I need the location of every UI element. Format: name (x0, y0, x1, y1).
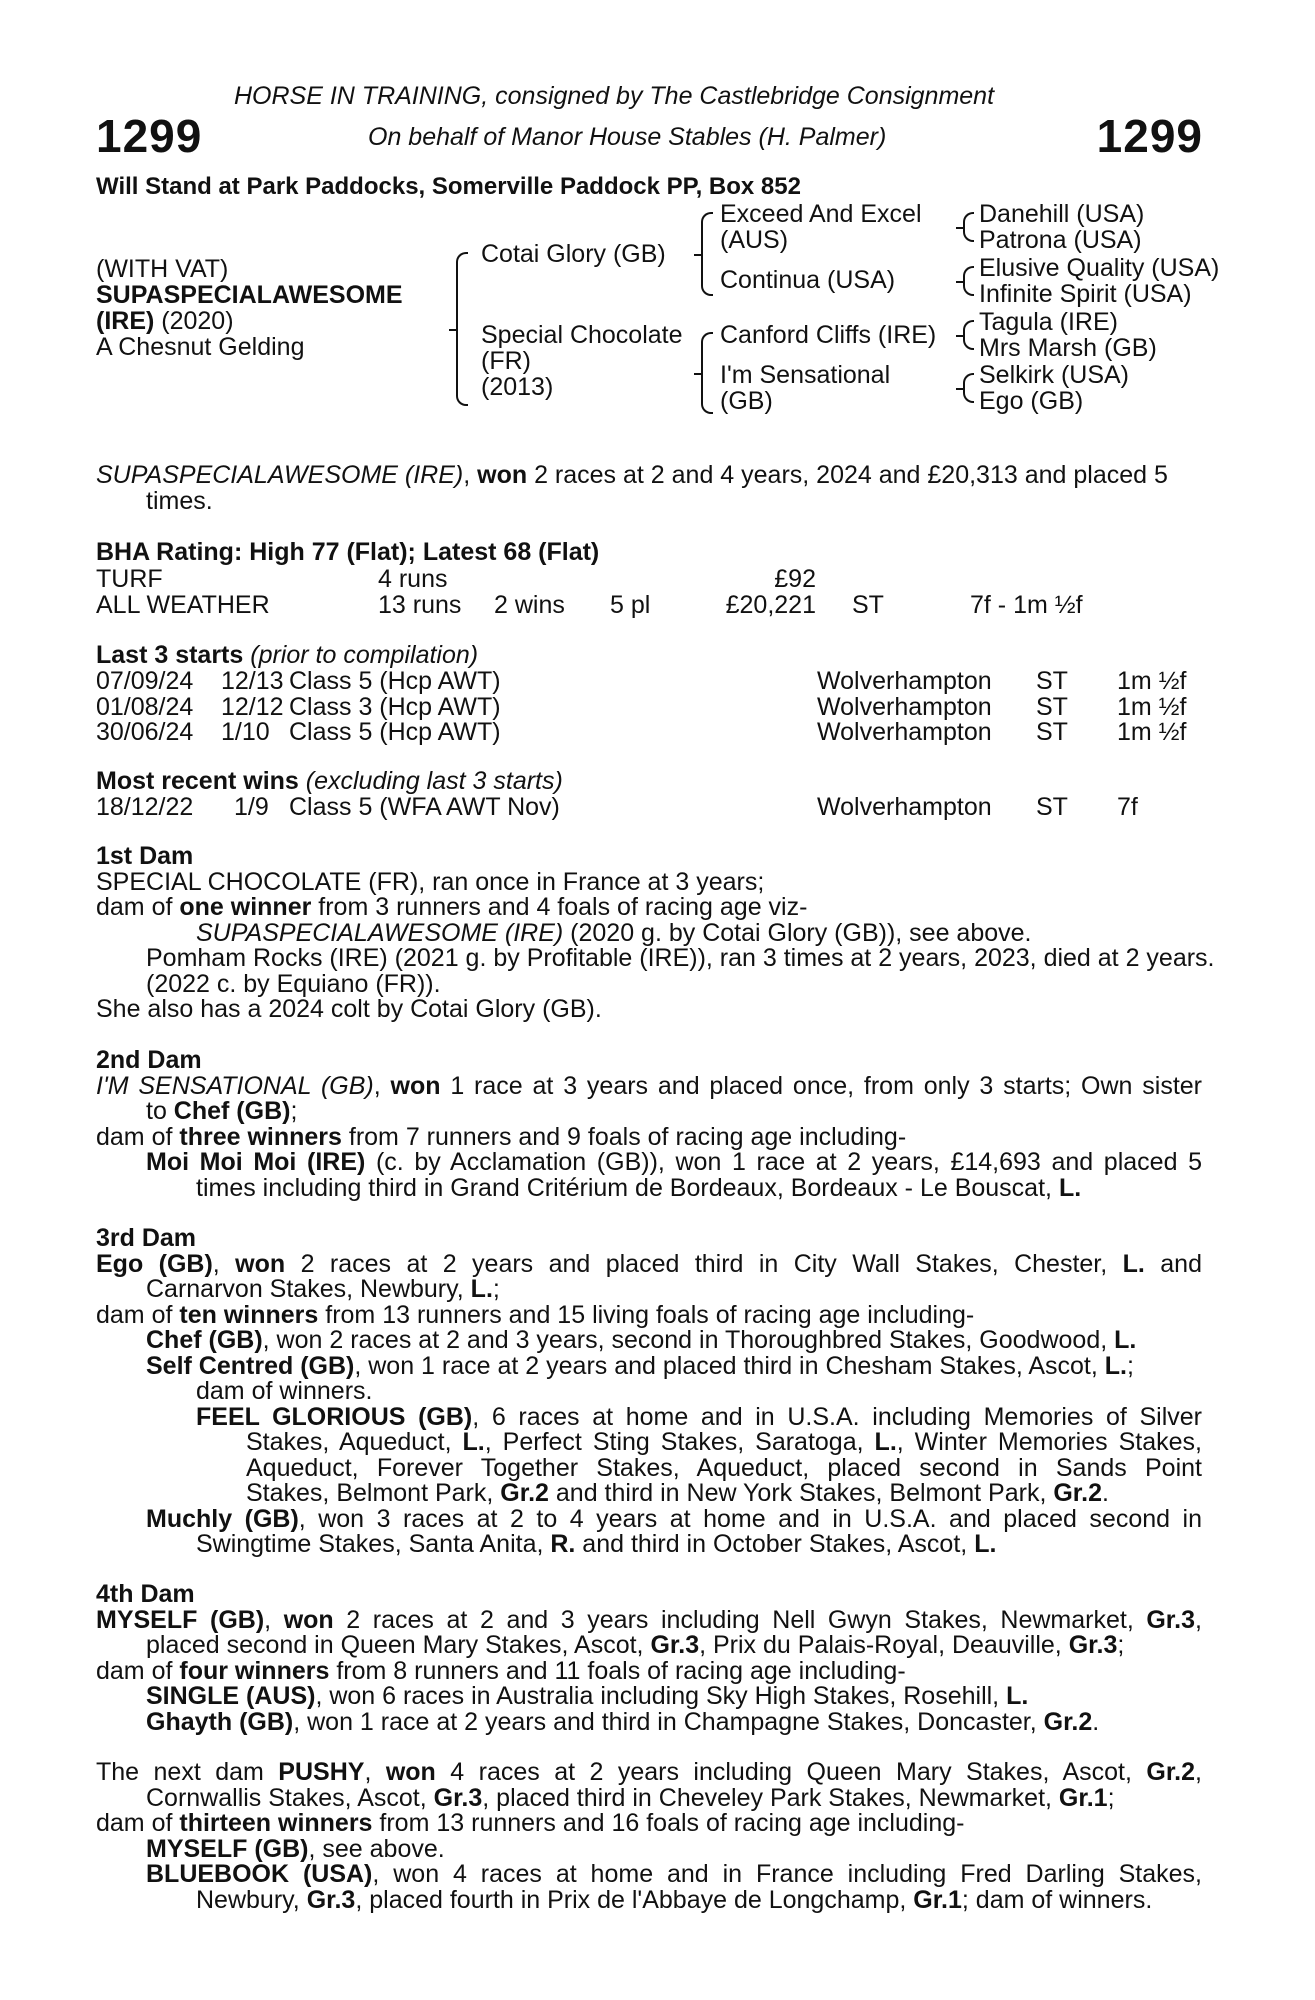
text: Gr.3 (306, 1885, 356, 1914)
text: (2020 g. by Cotai Glory (GB)), see above. (563, 918, 1032, 947)
dam2-line2 (96, 1099, 1202, 1125)
behalf-line: On behalf of Manor House Stables (H. Palmer) (368, 123, 887, 151)
recent-note: (excluding last 3 starts) (298, 767, 563, 795)
text: , see above. (308, 1834, 445, 1863)
text: Gr.3 (1068, 1631, 1118, 1659)
text: 2 races at 2 and 3 years including Nell Gwyn Stakes, Newmarket, (333, 1605, 1147, 1634)
text: BLUEBOOK (USA) (146, 1860, 373, 1888)
text: , (364, 1758, 386, 1786)
pedigree-sire: Cotai Glory (GB) (481, 240, 666, 268)
rating-surface: TURF (96, 565, 163, 593)
vat-label: (WITH VAT) (96, 255, 229, 283)
dam3-line5 (96, 1351, 1202, 1380)
recent-title: Most recent wins (96, 767, 299, 795)
pedigree-dd-1: I'm Sensational (720, 361, 891, 389)
dam2-section (96, 1048, 1202, 1201)
recent-date: 18/12/22 (96, 793, 194, 821)
text: , (373, 1071, 391, 1100)
dam2-title: 2nd Dam (96, 1046, 202, 1074)
dam3-title: 3rd Dam (96, 1224, 197, 1252)
rating-going: ST (852, 590, 884, 619)
text: , (1195, 1758, 1202, 1786)
text: placed second in Queen Mary Stakes, Ascot, (146, 1631, 651, 1659)
dam1-line3 (96, 918, 1202, 947)
text: from 8 runners and 11 foals of racing age including- (329, 1656, 906, 1685)
summary-comma: , (463, 461, 478, 489)
text: L. (974, 1530, 997, 1558)
horse-country: (IRE) (96, 307, 155, 335)
nextdam-section (96, 1760, 1202, 1913)
dam1-line2 (96, 895, 1202, 921)
text: 4 races at 2 years including Queen Mary Stakes, Ascot, (435, 1758, 1147, 1786)
text: , placed fourth in Prix de l'Abbaye de Longchamp, (355, 1885, 914, 1914)
dam4-line1 (96, 1605, 1202, 1634)
last3-course: Wolverhampton (817, 667, 992, 695)
last3-cls: Class 3 (Hcp AWT) (289, 692, 501, 721)
text: Gr.1 (1058, 1783, 1108, 1812)
text: Gr.2 (1053, 1479, 1103, 1507)
brace-ds (963, 320, 974, 350)
dam1-section (96, 842, 1215, 1023)
nextdam-line1 (96, 1760, 1202, 1786)
pedigree-dam-3: (2013) (481, 373, 554, 401)
text: won (283, 1605, 334, 1634)
text: SUPASPECIALAWESOME (IRE) (196, 918, 564, 947)
text: Stakes, Belmont Park, (246, 1479, 501, 1507)
dam3-line7 (96, 1402, 1203, 1431)
text: Chef (GB) (173, 1097, 291, 1125)
text: 2 races at 2 years and placed third in City Wall Stakes, Chester, (285, 1249, 1123, 1278)
lot-number-left: 1299 (96, 110, 203, 162)
text: L. (462, 1428, 485, 1456)
brace-sd (963, 266, 974, 296)
dam3-section (96, 1226, 1202, 1558)
dam1-title: 1st Dam (96, 842, 194, 870)
text: times including third in Grand Critérium de Bordeaux, Bordeaux - Le Bouscat, (196, 1173, 1059, 1202)
lot-number-right: 1299 (1096, 110, 1203, 162)
text: , won 1 race at 2 years and third in Champagne Stakes, Doncaster, (293, 1707, 1044, 1736)
text: and third in New York Stakes, Belmont Park, (548, 1479, 1054, 1507)
recent-cls: Class 5 (WFA AWT Nov) (289, 793, 560, 821)
pedigree-ds: Canford Cliffs (IRE) (720, 321, 937, 349)
dam3-line9: Aqueduct, Forever Together Stakes, Aqueduct, placed second in Sands Point (246, 1453, 1202, 1482)
text: L. (470, 1275, 493, 1303)
text: thirteen winners (179, 1809, 373, 1837)
last3-pos: 12/13 (221, 667, 284, 695)
rating-title: BHA Rating: High 77 (Flat); Latest 68 (Flat) (96, 538, 600, 566)
summary-name: SUPASPECIALAWESOME (IRE) (96, 461, 464, 489)
pedigree-dds: Selkirk (USA) (979, 361, 1130, 389)
text: ; (1107, 1783, 1115, 1812)
text: Gr.2 (1043, 1707, 1093, 1736)
text: three winners (179, 1122, 342, 1151)
text: Gr.2 (500, 1479, 549, 1507)
text: ; (492, 1275, 500, 1303)
last3-dist: 1m ½f (1117, 718, 1187, 746)
dam4-line2 (96, 1633, 1202, 1659)
recent-heading (96, 767, 563, 796)
text: L. (1122, 1249, 1145, 1278)
text: Gr.1 (913, 1885, 962, 1914)
text: ; (290, 1097, 298, 1125)
text: L. (1058, 1173, 1082, 1202)
text: Gr.3 (650, 1631, 700, 1659)
pedigree-ddd: Ego (GB) (979, 387, 1084, 415)
pedigree-ss-1: Exceed And Excel (720, 200, 922, 228)
text: , won 4 races at home and in France including Fred Darling Stakes, (372, 1860, 1203, 1888)
text: Swingtime Stakes, Santa Anita, (196, 1530, 551, 1558)
last3-course: Wolverhampton (817, 692, 992, 721)
text: I'M SENSATIONAL (GB) (96, 1071, 374, 1100)
text: from 13 runners and 16 foals of racing age including- (372, 1809, 965, 1837)
text: dam of (96, 893, 180, 921)
dam2-line5 (96, 1173, 1202, 1202)
text: , placed third in Cheveley Park Stakes, Newmarket, (482, 1783, 1059, 1812)
brace-ss (963, 212, 974, 242)
text: L. (1104, 1351, 1127, 1380)
last3-cls: Class 5 (Hcp AWT) (289, 718, 501, 746)
dam3-line2 (96, 1277, 1202, 1303)
text: won (390, 1071, 441, 1100)
text: L. (1114, 1326, 1137, 1354)
text: PUSHY (278, 1758, 365, 1786)
text: from 13 runners and 15 living foals of racing age including- (318, 1300, 975, 1329)
pedigree-sss: Danehill (USA) (979, 200, 1145, 228)
summary-won: won (477, 461, 528, 489)
text: , (212, 1249, 236, 1278)
dam4-line5 (96, 1707, 1202, 1736)
text: , (264, 1605, 284, 1634)
text: Ghayth (GB) (146, 1707, 294, 1736)
pedigree-dss: Tagula (IRE) (979, 308, 1118, 336)
nextdam-line2 (96, 1783, 1202, 1812)
text: Gr.3 (433, 1783, 483, 1812)
text: from 7 runners and 9 foals of racing age including- (341, 1122, 907, 1151)
text: , won 2 races at 2 and 3 years, second in Thoroughbred Stakes, Goodwood, (262, 1326, 1115, 1354)
text: Stakes, Aqueduct, (246, 1428, 463, 1456)
text: . (1092, 1707, 1100, 1736)
dam3-line4 (96, 1328, 1202, 1354)
horse-year: (2020) (154, 307, 234, 335)
last3-pos: 12/12 (221, 692, 284, 721)
dam3-line12 (96, 1532, 1202, 1558)
dam4-line3 (96, 1656, 1202, 1685)
text: and third in October Stakes, Ascot, (575, 1530, 975, 1558)
brace-dd (963, 373, 974, 403)
rating-wins: 2 wins (494, 590, 565, 619)
pedigree-ssd: Patrona (USA) (979, 226, 1142, 254)
text: MYSELF (GB) (146, 1834, 309, 1863)
last3-cls: Class 5 (Hcp AWT) (289, 667, 501, 695)
dam3-line3 (96, 1300, 1202, 1329)
text: won (235, 1249, 286, 1278)
dam1-line1: SPECIAL CHOCOLATE (FR), ran once in France at 3 years; (96, 867, 765, 896)
dam1-line4: Pomham Rocks (IRE) (2021 g. by Profitable (IRE)), ran 3 times at 2 years, 2023, died at 2 years. (146, 944, 1215, 972)
rating-runs: 4 runs (378, 565, 448, 593)
rating-prize: £92 (774, 565, 816, 593)
text: , 6 races at home and in U.S.A. including Memories of Silver (472, 1402, 1203, 1431)
nextdam-line5 (96, 1862, 1202, 1888)
last3-note: (prior to compilation) (243, 641, 479, 669)
dam4-line4 (96, 1684, 1202, 1710)
dam2-line1 (96, 1071, 1202, 1100)
summary-text1: 2 races at 2 and 4 years, 2024 and £20,313 and placed 5 (527, 461, 1168, 489)
text: Chef (GB) (146, 1326, 263, 1354)
text: , Prix du Palais-Royal, Deauville, (699, 1631, 1069, 1659)
recent-course: Wolverhampton (817, 793, 992, 821)
text: (c. by Acclamation (GB)), won 1 race at 2 years, £14,693 and placed 5 (365, 1148, 1202, 1176)
text: 1 race at 3 years and placed once, from only 3 starts; Own sister (440, 1071, 1202, 1100)
dam4-title: 4th Dam (96, 1580, 195, 1608)
text: dam of (96, 1300, 180, 1329)
dam3-line8 (96, 1430, 1202, 1456)
text: , Winter Memories Stakes, (896, 1428, 1202, 1456)
dam1-line6: She also has a 2024 colt by Cotai Glory (GB). (96, 995, 602, 1023)
text: one winner (179, 893, 312, 921)
last3-going: ST (1036, 692, 1068, 721)
nextdam-line3 (96, 1811, 1202, 1837)
horse-name: SUPASPECIALAWESOME (96, 281, 403, 309)
text: and (1144, 1249, 1202, 1278)
dam3-line10 (96, 1481, 1202, 1507)
text: L. (874, 1428, 897, 1456)
pedigree-ss-2: (AUS) (720, 226, 789, 254)
last3-pos: 1/10 (221, 718, 270, 746)
summary-text2: times. (146, 486, 213, 515)
text: Gr.2 (1146, 1758, 1196, 1786)
recent-dist: 7f (1117, 793, 1138, 821)
text: won (385, 1758, 436, 1786)
last3-dist: 1m ½f (1117, 667, 1187, 695)
text: ; (1126, 1351, 1134, 1380)
text: Newbury, (196, 1885, 307, 1914)
text: The next dam (96, 1758, 279, 1786)
text: , won 6 races in Australia including Sky High Stakes, Rosehill, (315, 1682, 1007, 1710)
text: , won 1 race at 2 years and placed third in Chesham Stakes, Ascot, (354, 1351, 1105, 1380)
brace-sire (701, 212, 713, 296)
stand-line: Will Stand at Park Paddocks, Somerville Paddock PP, Box 852 (96, 173, 801, 200)
text: . (1102, 1479, 1109, 1507)
pedigree-dam-2: (FR) (481, 347, 531, 375)
text: ten winners (179, 1300, 319, 1329)
text: ; (1117, 1631, 1125, 1659)
text: Moi Moi Moi (IRE) (146, 1148, 366, 1176)
text: from 3 runners and 4 foals of racing age viz- (311, 893, 808, 921)
text: Self Centred (GB) (146, 1351, 355, 1380)
last3-heading (96, 641, 478, 670)
last3-going: ST (1036, 718, 1068, 746)
text: Cornwallis Stakes, Ascot, (146, 1783, 434, 1812)
last3-dist: 1m ½f (1117, 692, 1187, 721)
recent-going: ST (1036, 793, 1068, 821)
text: Gr.3 (1146, 1605, 1196, 1634)
text: SINGLE (AUS) (146, 1682, 316, 1710)
text: , Perfect Sting Stakes, Saratoga, (484, 1428, 875, 1456)
horse-description: A Chesnut Gelding (96, 333, 305, 361)
text: dam of (96, 1122, 180, 1151)
dam2-line4 (96, 1150, 1202, 1176)
text: FEEL GLORIOUS (GB) (196, 1402, 473, 1431)
pedigree-dd-2: (GB) (720, 387, 773, 415)
rating-runs: 13 runs (378, 590, 462, 619)
text: , won 3 races at 2 to 4 years at home and in U.S.A. and placed second in (298, 1504, 1202, 1533)
pedigree-sd: Continua (USA) (720, 266, 896, 294)
text: dam of (96, 1656, 180, 1685)
text: ; dam of winners. (961, 1885, 1153, 1914)
last3-date: 30/06/24 (96, 718, 194, 746)
last3-date: 01/08/24 (96, 692, 194, 721)
last3-title: Last 3 starts (96, 641, 244, 669)
pedigree-dam-1: Special Chocolate (481, 321, 683, 349)
consignment-line: HORSE IN TRAINING, consigned by The Castlebridge Consignment (234, 82, 995, 110)
pedigree-dsd: Mrs Marsh (GB) (979, 334, 1157, 362)
dam3-line11 (96, 1504, 1202, 1533)
recent-pos: 1/9 (234, 793, 269, 821)
rating-prize: £20,221 (725, 590, 816, 619)
rating-dist: 7f - 1m ½f (970, 590, 1083, 619)
brace-parents (456, 252, 468, 406)
text: MYSELF (GB) (96, 1605, 265, 1634)
text: dam of (96, 1809, 180, 1837)
text: , (1195, 1605, 1202, 1634)
text: Carnarvon Stakes, Newbury, (146, 1275, 471, 1303)
rating-placed: 5 pl (610, 590, 651, 619)
dam3-line6: dam of winners. (196, 1377, 373, 1405)
dam3-line1 (96, 1249, 1202, 1278)
dam4-section (96, 1582, 1202, 1735)
horse-name-suffix (96, 309, 234, 335)
last3-course: Wolverhampton (817, 718, 992, 746)
dam2-line3 (96, 1122, 1202, 1151)
dam1-line5: (2022 c. by Equiano (FR)). (146, 969, 441, 998)
nextdam-line4 (96, 1834, 1202, 1863)
last3-going: ST (1036, 667, 1068, 695)
text: Muchly (GB) (146, 1504, 299, 1533)
text: four winners (179, 1656, 330, 1685)
nextdam-line6 (96, 1885, 1202, 1914)
summary (96, 463, 1202, 514)
last3-date: 07/09/24 (96, 667, 194, 695)
pedigree-sdd: Infinite Spirit (USA) (979, 280, 1192, 308)
pedigree-sds: Elusive Quality (USA) (979, 254, 1220, 282)
text: R. (550, 1530, 576, 1558)
rating-surface: ALL WEATHER (96, 590, 270, 619)
text: Ego (GB) (96, 1249, 213, 1278)
text: to (146, 1097, 174, 1125)
text: L. (1006, 1682, 1029, 1710)
brace-dam (701, 332, 713, 414)
